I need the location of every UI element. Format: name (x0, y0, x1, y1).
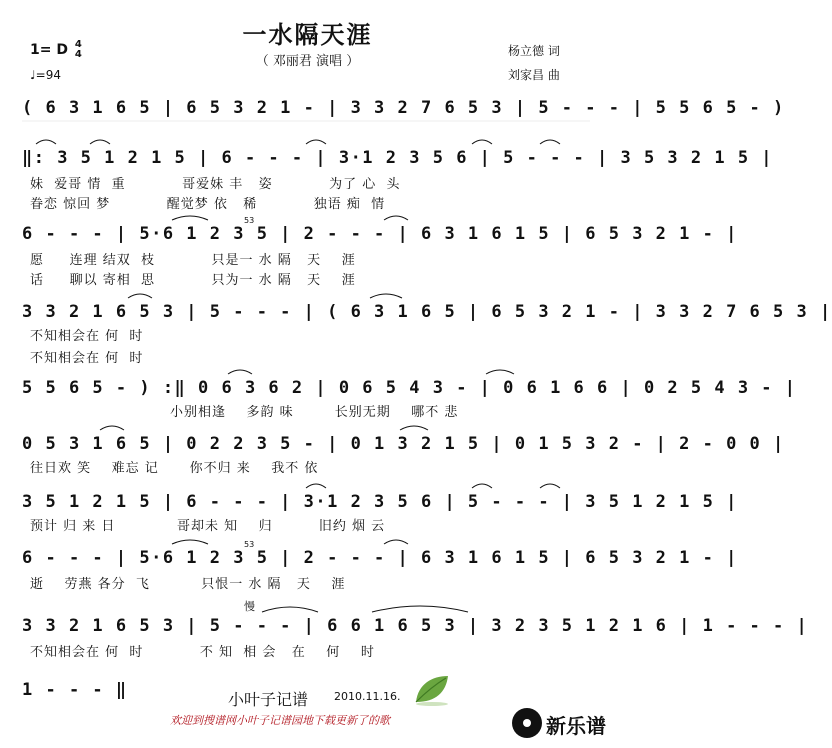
grace-note-2: 53 (244, 540, 255, 549)
notation-row-8: 6 - - - | 5·6 1 2 3 5 | 2 - - - | 6 3 1 6 1 5 | 6 5 3 2 1 - | (22, 548, 738, 568)
slur-mark (486, 370, 514, 374)
singer-credit: （ 邓丽君 演唱 ） (255, 54, 360, 69)
lyric-line-4: 话 聊以 寄相 思 只为一 水 隔 天 涯 (30, 273, 356, 288)
lyric-line-2: 眷恋 惊回 梦 醒觉梦 依 稀 独语 痴 情 (30, 197, 386, 212)
slur-mark (172, 540, 208, 544)
lyric-line-11: 不知相会在 何 时 不 知 相 会 在 何 时 (30, 645, 375, 660)
slur-mark (384, 216, 408, 220)
vinyl-record-icon (512, 708, 542, 738)
slur-mark (370, 294, 402, 298)
site-logo-text: 新乐谱 (546, 714, 606, 738)
slur-mark (472, 484, 492, 488)
lyric-line-1: 妹 爱哥 情 重 哥爱妹 丰 姿 为了 心 头 (30, 177, 401, 192)
slur-mark (262, 607, 318, 612)
slur-mark (472, 140, 492, 144)
lyric-line-6: 不知相会在 何 时 (30, 351, 144, 366)
lyric-line-9: 预计 归 来 日 哥却未 知 归 旧约 烟 云 (30, 519, 386, 534)
lyricist-credit: 杨立德 词 (508, 44, 560, 58)
song-title: 一水隔天涯 (242, 21, 373, 49)
notation-row-6: 0 5 3 1 6 5 | 0 2 2 3 5 - | 0 1 3 2 1 5 | 0 1 5 3 2 - | 2 - 0 0 | (22, 434, 785, 454)
slur-mark (400, 426, 428, 430)
slur-mark (372, 606, 468, 612)
slur-mark (540, 140, 560, 144)
composer-credit: 刘家昌 曲 (508, 68, 560, 82)
key-label: 1= D (30, 42, 68, 58)
grace-note-1: 53 (244, 216, 255, 225)
slur-mark (384, 540, 408, 544)
tempo-mark: ♩=94 (30, 68, 61, 82)
notation-row-1: ( 6 3 1 6 5 | 6 5 3 2 1 - | 3 3 2 7 6 5 3 | 5 - - - | 5 5 6 5 - ) (22, 98, 785, 118)
time-top: 4 (74, 39, 82, 50)
slur-mark (540, 484, 560, 488)
lyric-line-5: 不知相会在 何 时 (30, 329, 144, 344)
slur-mark (36, 140, 56, 144)
site-logo[interactable] (512, 706, 612, 740)
lyric-line-10: 逝 劳燕 各分 飞 只恨一 水 隔 天 涯 (30, 577, 346, 592)
notation-row-10: 1 - - - ‖ (22, 680, 128, 700)
slur-mark (306, 484, 326, 488)
lyric-line-7: 小别相逢 多韵 味 长别无期 哪不 悲 (170, 405, 459, 420)
leaf-icon (412, 672, 452, 706)
notation-row-7: 3 5 1 2 1 5 | 6 - - - | 3·1 2 3 5 6 | 5 - - - | 3 5 1 2 1 5 | (22, 492, 738, 512)
notation-row-5: 5 5 6 5 - ) :‖ 0 6 3 6 2 | 0 6 5 4 3 - | 0 6 1 6 6 | 0 2 5 4 3 - | (22, 378, 797, 398)
notation-row-9: 3 3 2 1 6 5 3 | 5 - - - | 6 6 1 6 5 3 | 3 2 3 5 1 2 1 6 | 1 - - - | (22, 616, 809, 636)
slur-mark (128, 294, 152, 298)
slur-mark (90, 140, 110, 144)
transcriber-signature: 小叶子记谱 (228, 690, 309, 709)
notation-row-3: 6 - - - | 5·6 1 2 3 5 | 2 - - - | 6 3 1 6 1 5 | 6 5 3 2 1 - | (22, 224, 738, 244)
notation-row-4: 3 3 2 1 6 5 3 | 5 - - - | ( 6 3 1 6 5 | 6 5 3 2 1 - | 3 3 2 7 6 5 3 | (22, 302, 832, 322)
slur-mark (100, 426, 124, 430)
time-bottom: 4 (74, 49, 82, 60)
transcription-date: 2010.11.16. (334, 690, 401, 703)
slur-mark (228, 370, 252, 374)
slur-mark (172, 216, 208, 220)
lyric-line-8: 往日欢 笑 难忘 记 你不归 来 我不 依 (30, 461, 319, 476)
slur-mark (306, 140, 326, 144)
welcome-banner: 欢迎到搜谱网小叶子记谱园地下载更新了的歌 (170, 714, 390, 727)
notation-row-2: ‖: 3 5 1 2 1 5 | 6 - - - | 3·1 2 3 5 6 | 5 - - - | 3 5 3 2 1 5 | (22, 148, 774, 168)
slow-marking: 慢 (244, 600, 255, 613)
lyric-line-3: 愿 连理 结双 枝 只是一 水 隔 天 涯 (30, 253, 356, 268)
